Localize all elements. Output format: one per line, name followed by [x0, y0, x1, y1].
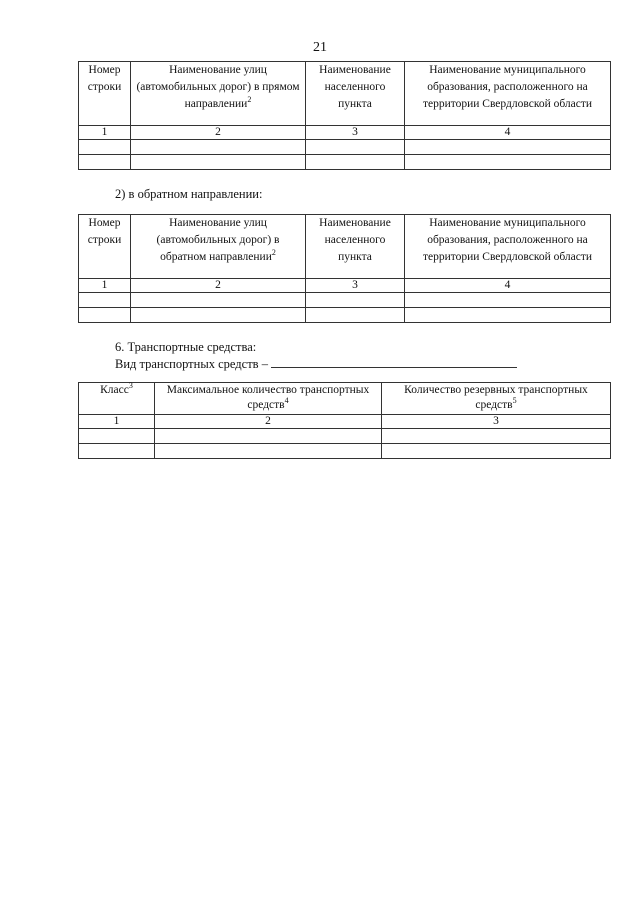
header-municipality: Наименование муниципального образования, расположенного на территории Свердловской области [405, 62, 611, 126]
column-number-3: 3 [306, 126, 405, 140]
header-streets-forward [131, 62, 306, 126]
header-class [79, 383, 155, 415]
header-streets-reverse [131, 215, 306, 279]
column-number-2: 2 [155, 415, 382, 429]
table-number-row [79, 415, 611, 429]
vehicles-table [78, 382, 611, 459]
header-streets-reverse-text: Наименование улиц (автомобильных дорог) в обратном направлении [156, 217, 280, 263]
vehicles-section-heading: 6. Транспортные средства: [115, 340, 257, 354]
page-number: 21 [313, 40, 327, 55]
header-row-number: Номер строки [79, 62, 131, 126]
vehicle-type-label: Вид транспортных средств – [115, 357, 268, 371]
table-row [79, 140, 611, 155]
header-streets-forward-text: Наименование улиц (автомобильных дорог) в прямом направлении [136, 64, 300, 110]
reverse-direction-heading: 2) в обратном направлении: [115, 187, 263, 201]
footnote-mark: 2 [271, 248, 276, 258]
table-cell[interactable] [131, 308, 306, 323]
table-cell[interactable] [306, 155, 405, 170]
table-cell[interactable] [79, 140, 131, 155]
table-cell[interactable] [306, 293, 405, 308]
vehicle-type-line [115, 355, 517, 372]
footnote-mark: 5 [512, 396, 517, 406]
table-cell[interactable] [405, 155, 611, 170]
column-number-1: 1 [79, 279, 131, 293]
header-row-number: Номер строки [79, 215, 131, 279]
column-number-2: 2 [131, 126, 306, 140]
table-cell[interactable] [306, 308, 405, 323]
vehicle-type-input[interactable] [271, 355, 517, 368]
header-reserve-vehicles [382, 383, 611, 415]
table-header-row [79, 62, 611, 126]
column-number-3: 3 [382, 415, 611, 429]
table-cell[interactable] [131, 140, 306, 155]
header-max-vehicles-text: Максимальное количество транспортных средств [166, 384, 370, 411]
table-cell[interactable] [405, 140, 611, 155]
table-row [79, 155, 611, 170]
table-cell[interactable] [155, 429, 382, 444]
column-number-3: 3 [306, 279, 405, 293]
table-header-row [79, 383, 611, 415]
table-row [79, 308, 611, 323]
table-cell[interactable] [155, 444, 382, 459]
table-cell[interactable] [382, 429, 611, 444]
table-cell[interactable] [405, 293, 611, 308]
table-header-row [79, 215, 611, 279]
header-class-text: Класс [100, 384, 129, 396]
table-row [79, 429, 611, 444]
table-cell[interactable] [79, 308, 131, 323]
header-settlement: Наименование населенного пункта [306, 62, 405, 126]
table-cell[interactable] [382, 444, 611, 459]
table-cell[interactable] [131, 293, 306, 308]
table-row [79, 293, 611, 308]
table-cell[interactable] [131, 155, 306, 170]
table-number-row [79, 279, 611, 293]
reverse-direction-table [78, 214, 611, 323]
column-number-4: 4 [405, 279, 611, 293]
footnote-mark: 3 [128, 381, 133, 391]
column-number-1: 1 [79, 415, 155, 429]
table-row [79, 444, 611, 459]
header-reserve-vehicles-text: Количество резервных транспортных средств [404, 384, 588, 411]
header-settlement: Наименование населенного пункта [306, 215, 405, 279]
forward-direction-table [78, 61, 611, 170]
footnote-mark: 4 [284, 396, 289, 406]
column-number-2: 2 [131, 279, 306, 293]
table-cell[interactable] [306, 140, 405, 155]
header-municipality: Наименование муниципального образования, расположенного на территории Свердловской области [405, 215, 611, 279]
table-cell[interactable] [405, 308, 611, 323]
table-cell[interactable] [79, 429, 155, 444]
table-cell[interactable] [79, 293, 131, 308]
header-max-vehicles [155, 383, 382, 415]
table-cell[interactable] [79, 155, 131, 170]
column-number-4: 4 [405, 126, 611, 140]
column-number-1: 1 [79, 126, 131, 140]
footnote-mark: 2 [247, 95, 252, 105]
table-cell[interactable] [79, 444, 155, 459]
table-number-row [79, 126, 611, 140]
